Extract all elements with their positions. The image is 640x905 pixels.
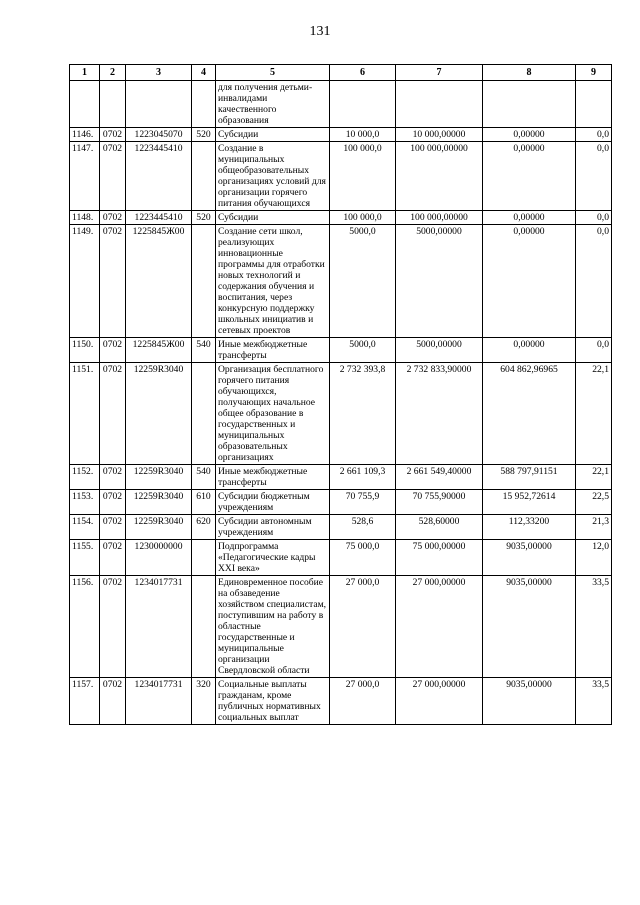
- target-article-code: 1230000000: [126, 540, 192, 576]
- execution-percent: 0,0: [576, 225, 612, 338]
- row-number: 1156.: [70, 576, 100, 678]
- section-code: 0702: [100, 142, 126, 211]
- row-number: 1149.: [70, 225, 100, 338]
- execution-percent: 12,0: [576, 540, 612, 576]
- section-code: 0702: [100, 465, 126, 490]
- amount-approved: 5000,0: [330, 225, 396, 338]
- amount-executed: 0,00000: [483, 211, 576, 225]
- target-article-code: 12259R3040: [126, 515, 192, 540]
- column-header: 8: [483, 65, 576, 81]
- row-number: 1147.: [70, 142, 100, 211]
- section-code: 0702: [100, 678, 126, 725]
- amount-executed: 0,00000: [483, 225, 576, 338]
- execution-percent: 0,0: [576, 338, 612, 363]
- section-code: 0702: [100, 540, 126, 576]
- column-header: 2: [100, 65, 126, 81]
- item-name: Организация бесплатного горячего питания обучающихся, получающих начальное общее образование в государственных и муниципальных образовательных организациях: [216, 363, 330, 465]
- amount-planned: 27 000,00000: [396, 678, 483, 725]
- table-row: [70, 576, 612, 678]
- section-code: 0702: [100, 338, 126, 363]
- amount-planned: 100 000,00000: [396, 211, 483, 225]
- target-article-code: 1225845Ж00: [126, 225, 192, 338]
- amount-planned: 2 732 833,90000: [396, 363, 483, 465]
- amount-executed: 112,33200: [483, 515, 576, 540]
- table-row: [70, 678, 612, 725]
- target-article-code: [126, 81, 192, 128]
- item-name: Иные межбюджетные трансферты: [216, 465, 330, 490]
- expense-type-code: [192, 540, 216, 576]
- section-code: 0702: [100, 576, 126, 678]
- execution-percent: 21,3: [576, 515, 612, 540]
- amount-planned: 27 000,00000: [396, 576, 483, 678]
- column-header: 3: [126, 65, 192, 81]
- amount-planned: [396, 81, 483, 128]
- amount-approved: 528,6: [330, 515, 396, 540]
- table-row: [70, 540, 612, 576]
- column-header: 5: [216, 65, 330, 81]
- amount-approved: 27 000,0: [330, 678, 396, 725]
- amount-executed: 9035,00000: [483, 678, 576, 725]
- target-article-code: 12259R3040: [126, 490, 192, 515]
- expense-type-code: 540: [192, 465, 216, 490]
- amount-approved: 75 000,0: [330, 540, 396, 576]
- row-number: 1153.: [70, 490, 100, 515]
- amount-planned: 70 755,90000: [396, 490, 483, 515]
- item-name: Субсидии: [216, 128, 330, 142]
- expense-type-code: [192, 225, 216, 338]
- table-row: [70, 490, 612, 515]
- execution-percent: 33,5: [576, 678, 612, 725]
- table-row: [70, 338, 612, 363]
- expense-type-code: 620: [192, 515, 216, 540]
- expense-type-code: 610: [192, 490, 216, 515]
- target-article-code: 1223045070: [126, 128, 192, 142]
- amount-approved: [330, 81, 396, 128]
- item-name: Подпрограмма «Педагогические кадры XXI века»: [216, 540, 330, 576]
- target-article-code: 12259R3040: [126, 363, 192, 465]
- expense-type-code: 320: [192, 678, 216, 725]
- amount-planned: 528,60000: [396, 515, 483, 540]
- table-row: [70, 363, 612, 465]
- amount-executed: 15 952,72614: [483, 490, 576, 515]
- execution-percent: 22,5: [576, 490, 612, 515]
- item-name: Социальные выплаты гражданам, кроме публичных нормативных социальных выплат: [216, 678, 330, 725]
- item-name: Создание в муниципальных общеобразовательных организациях условий для организации горячего питания обучающихся: [216, 142, 330, 211]
- row-number: 1154.: [70, 515, 100, 540]
- amount-approved: 70 755,9: [330, 490, 396, 515]
- expense-type-code: [192, 576, 216, 678]
- column-header: 1: [70, 65, 100, 81]
- row-number: 1152.: [70, 465, 100, 490]
- table-row: [70, 128, 612, 142]
- row-number: 1146.: [70, 128, 100, 142]
- section-code: 0702: [100, 363, 126, 465]
- execution-percent: 0,0: [576, 128, 612, 142]
- expense-type-code: [192, 142, 216, 211]
- section-code: 0702: [100, 225, 126, 338]
- table-row: [70, 81, 612, 128]
- execution-percent: 22,1: [576, 363, 612, 465]
- target-article-code: 12259R3040: [126, 465, 192, 490]
- amount-executed: 604 862,96965: [483, 363, 576, 465]
- row-number: [70, 81, 100, 128]
- row-number: 1151.: [70, 363, 100, 465]
- item-name: Субсидии: [216, 211, 330, 225]
- amount-approved: 2 661 109,3: [330, 465, 396, 490]
- item-name: Иные межбюджетные трансферты: [216, 338, 330, 363]
- table-row: [70, 211, 612, 225]
- item-name: Субсидии бюджетным учреждениям: [216, 490, 330, 515]
- amount-approved: 100 000,0: [330, 142, 396, 211]
- item-name: для получения детьми-инвалидами качественного образования: [216, 81, 330, 128]
- expense-type-code: 520: [192, 211, 216, 225]
- item-name: Единовременное пособие на обзаведение хозяйством специалистам, поступившим на работу в областные государственные и муниципальные организации Свердловской области: [216, 576, 330, 678]
- execution-percent: 22,1: [576, 465, 612, 490]
- row-number: 1150.: [70, 338, 100, 363]
- column-header: 7: [396, 65, 483, 81]
- execution-percent: 0,0: [576, 142, 612, 211]
- expense-type-code: 540: [192, 338, 216, 363]
- target-article-code: 1223445410: [126, 211, 192, 225]
- amount-approved: 100 000,0: [330, 211, 396, 225]
- execution-percent: [576, 81, 612, 128]
- amount-executed: 0,00000: [483, 128, 576, 142]
- execution-percent: 0,0: [576, 211, 612, 225]
- item-name: Субсидии автономным учреждениям: [216, 515, 330, 540]
- amount-executed: 9035,00000: [483, 540, 576, 576]
- section-code: 0702: [100, 211, 126, 225]
- amount-approved: 2 732 393,8: [330, 363, 396, 465]
- column-header: 9: [576, 65, 612, 81]
- target-article-code: 1223445410: [126, 142, 192, 211]
- section-code: 0702: [100, 128, 126, 142]
- column-header: 6: [330, 65, 396, 81]
- row-number: 1157.: [70, 678, 100, 725]
- amount-executed: 9035,00000: [483, 576, 576, 678]
- item-name: Создание сети школ, реализующих инновационные программы для отработки новых технологий и содержания обучения и воспитания, через конкурсную поддержку школьных инициатив и сетевых проектов: [216, 225, 330, 338]
- page-number: 131: [309, 24, 331, 39]
- section-code: [100, 81, 126, 128]
- section-code: 0702: [100, 515, 126, 540]
- budget-table: [69, 64, 612, 725]
- table-row: [70, 225, 612, 338]
- header-row: [70, 65, 612, 81]
- section-code: 0702: [100, 490, 126, 515]
- amount-approved: 5000,0: [330, 338, 396, 363]
- amount-planned: 100 000,00000: [396, 142, 483, 211]
- amount-executed: 0,00000: [483, 338, 576, 363]
- amount-executed: 0,00000: [483, 142, 576, 211]
- target-article-code: 1234017731: [126, 576, 192, 678]
- amount-planned: 5000,00000: [396, 225, 483, 338]
- execution-percent: 33,5: [576, 576, 612, 678]
- table-row: [70, 465, 612, 490]
- expense-type-code: 520: [192, 128, 216, 142]
- target-article-code: 1234017731: [126, 678, 192, 725]
- table-row: [70, 142, 612, 211]
- table-row: [70, 515, 612, 540]
- amount-planned: 2 661 549,40000: [396, 465, 483, 490]
- expense-type-code: [192, 81, 216, 128]
- amount-approved: 27 000,0: [330, 576, 396, 678]
- amount-planned: 75 000,00000: [396, 540, 483, 576]
- expense-type-code: [192, 363, 216, 465]
- amount-executed: 588 797,91151: [483, 465, 576, 490]
- row-number: 1148.: [70, 211, 100, 225]
- target-article-code: 1225845Ж00: [126, 338, 192, 363]
- row-number: 1155.: [70, 540, 100, 576]
- column-header: 4: [192, 65, 216, 81]
- amount-executed: [483, 81, 576, 128]
- amount-planned: 10 000,00000: [396, 128, 483, 142]
- amount-approved: 10 000,0: [330, 128, 396, 142]
- amount-planned: 5000,00000: [396, 338, 483, 363]
